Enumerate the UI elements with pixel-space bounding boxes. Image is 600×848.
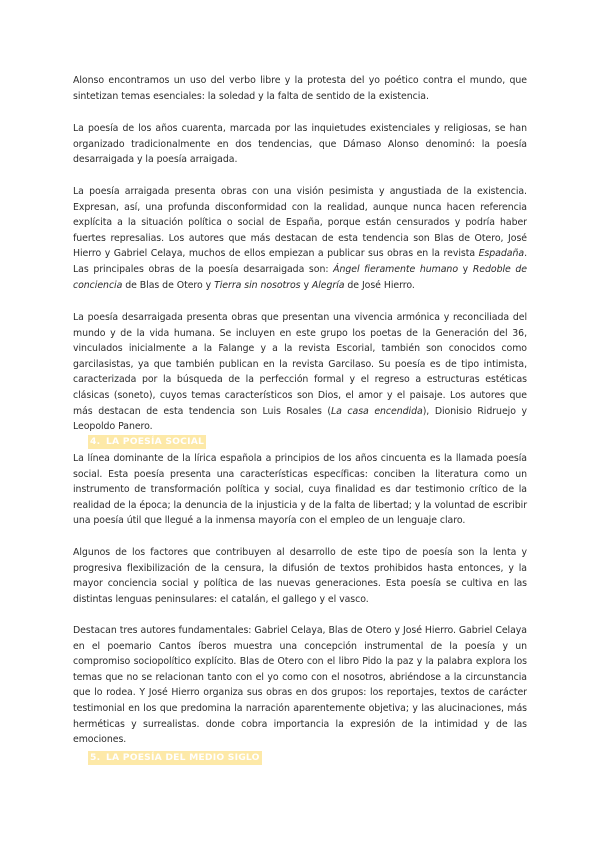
paragraph-desarraigada — [73, 310, 527, 435]
text-run: ), Dionisio Ridruejo y Leopoldo Panero. — [73, 405, 527, 433]
italic-title: Espadaña — [478, 248, 525, 260]
paragraph-arraigada — [73, 184, 527, 293]
heading-number: 4. — [90, 436, 101, 447]
italic-title: Ángel fieramente humano — [333, 263, 459, 275]
paragraph-forties: La poesía de los años cuarenta, marcada por las inquietudes existenciales y religiosas, se han organizado tradicionalmente en dos tendencias, que Dámaso Alonso denominó: la poesía desarraigada y la poesía arraigada. — [73, 123, 527, 166]
text-run: de José Hierro. — [344, 279, 415, 291]
section-heading-poesia-social — [88, 435, 206, 449]
italic-title: Alegría — [311, 279, 345, 291]
heading-text: LA POESÍA DEL MEDIO SIGLO — [106, 752, 260, 763]
section-heading-medio-siglo — [88, 751, 262, 765]
italic-title: Tierra sin nosotros — [214, 279, 301, 291]
text-run: y — [458, 263, 473, 275]
paragraph-factores: Algunos de los factores que contribuyen al desarrollo de este tipo de poesía son la lenta y progresiva flexibilización de la censura, la difusión de textos prohibidos hasta entonces, y la mayor conciencia social y política de las nuevas generaciones. Esta poesía se cultiva en las distintas lenguas peninsulares: el catalán, el gallego y el vasco. — [73, 547, 527, 605]
text-run: de Blas de Otero y — [122, 279, 215, 291]
paragraph-poesia-social: La línea dominante de la lírica española a principios de los años cincuenta es la llamada poesía social. Esta poesía presenta una características específicas: conciben la literatura como un instrumento de transformación política y social, cuya finalidad es dar testimonio crítico de la realidad de la época; la denuncia de la injusticia y de la falta de libertad; y la voluntad de escribir una poesía útil que llegué a la inmensa mayoría con el empleo de un lenguaje claro. — [73, 453, 527, 527]
italic-title: Redoble de conciencia — [73, 263, 528, 291]
heading-text: LA POESÍA SOCIAL — [106, 436, 205, 447]
text-run: . Las principales obras de la poesía desarraigada son: — [73, 248, 527, 275]
paragraph-intro: Alonso encontramos un uso del verbo libre y la protesta del yo poético contra el mundo, que sintetizan temas esenciales: la soledad y la falta de sentido de la existencia. — [73, 75, 527, 102]
italic-title: La casa encendida — [330, 405, 423, 417]
heading-number: 5. — [90, 752, 101, 763]
text-run: La poesía desarraigada presenta obras que presentan una vivencia armónica y reconciliada del mundo y de la vida humana. Se incluyen en este grupo los poetas de la Generación del 36, vinculados inicialmente a la Falange y a la revista Escorial, también son conocidos como garcilasistas, ya que también publican en la revista Garcilaso. Su poesía es de tipo intimista, caracterizada por la búsqueda de la perfección formal y el regreso a estructuras estéticas clásicas (soneto), cuyos temas característicos son Dios, el amor y el paisaje. Los autores que más destacan de esta tendencia son Luis Rosales ( — [73, 312, 527, 417]
text-run: La poesía arraigada presenta obras con una visión pesimista y angustiada de la existencia. Expresan, así, una profunda disconformidad con la realidad, aunque nunca hacen referencia explícita a la situación política o social de España, porque están censurados y podría haber fuertes represalias. Los autores que más destacan de esta tendencia son Blas de Otero, José Hierro y Gabriel Celaya, muchos de ellos empiezan a publicar sus obras en la revista — [73, 186, 527, 260]
text-run: y — [300, 279, 312, 291]
paragraph-autores: Destacan tres autores fundamentales: Gabriel Celaya, Blas de Otero y José Hierro. Gabriel Celaya en el poemario Cantos íberos muestra una concepción instrumental de la poesía y un compromiso sociopolítico explícito. Blas de Otero con el libro Pido la paz y la palabra explora los temas que no se relacionan tanto con el yo como con el nosotros, abriéndose a la circunstancia que lo rodea. Y José Hierro organiza sus obras en dos grupos: los reportajes, textos de carácter testimonial en los que predomina la narración aparentemente objetiva; y las alucinaciones, más herméticas y surrealistas. donde cobra importancia la expresión de la intimidad y de las emociones. — [73, 625, 527, 746]
